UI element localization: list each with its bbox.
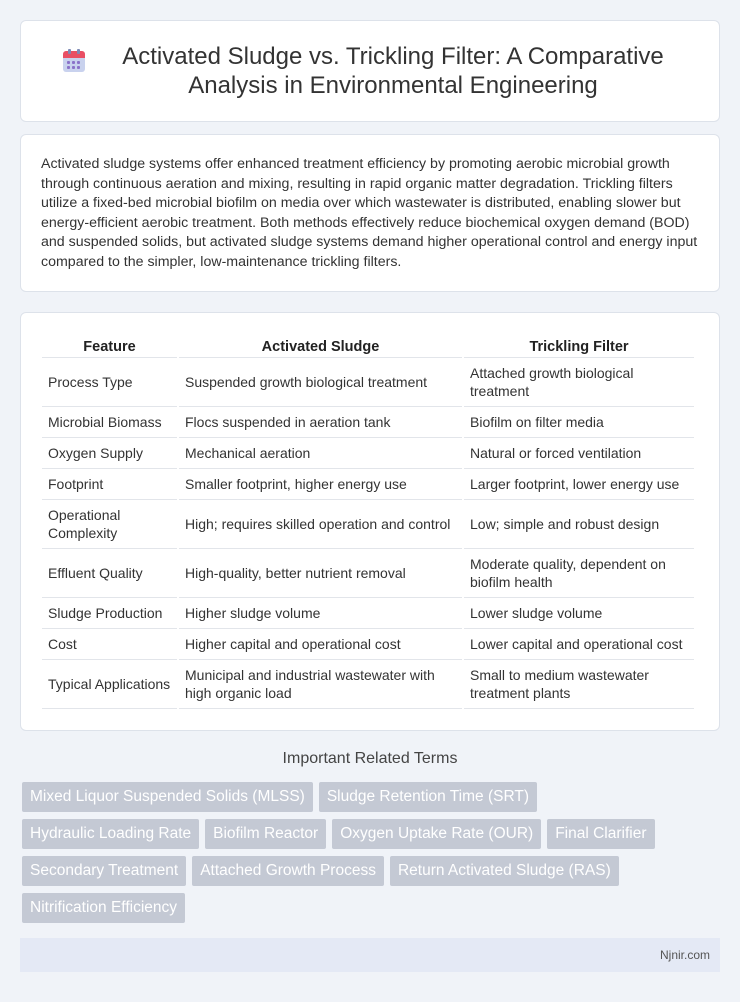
header-activated-sludge: Activated Sludge <box>179 333 462 358</box>
trickling-filter-cell: Biofilm on filter media <box>464 407 694 438</box>
feature-cell: Process Type <box>42 358 177 407</box>
activated-sludge-cell: High; requires skilled operation and control <box>179 500 462 549</box>
trickling-filter-cell: Small to medium wastewater treatment plants <box>464 660 694 709</box>
related-term-tag[interactable]: Nitrification Efficiency <box>22 893 185 923</box>
table-row <box>42 407 694 438</box>
activated-sludge-cell: High-quality, better nutrient removal <box>179 549 462 598</box>
related-terms-title: Important Related Terms <box>282 750 458 767</box>
page-title: Activated Sludge vs. Trickling Filter: A Comparative Analysis in Environmental Engineering <box>122 43 664 99</box>
feature-cell: Oxygen Supply <box>42 438 177 469</box>
comparison-table <box>40 333 696 709</box>
related-terms-list <box>22 782 722 930</box>
activated-sludge-cell: Flocs suspended in aeration tank <box>179 407 462 438</box>
table-row <box>42 549 694 598</box>
trickling-filter-cell: Lower capital and operational cost <box>464 629 694 660</box>
table-row <box>42 598 694 629</box>
table-row <box>42 500 694 549</box>
activated-sludge-cell: Higher capital and operational cost <box>179 629 462 660</box>
trickling-filter-cell: Attached growth biological treatment <box>464 358 694 407</box>
related-term-tag[interactable]: Attached Growth Process <box>192 856 384 886</box>
related-term-tag[interactable]: Final Clarifier <box>547 819 654 849</box>
trickling-filter-cell: Low; simple and robust design <box>464 500 694 549</box>
trickling-filter-cell: Larger footprint, lower energy use <box>464 469 694 500</box>
activated-sludge-cell: Smaller footprint, higher energy use <box>179 469 462 500</box>
footer <box>20 938 720 972</box>
feature-cell: Sludge Production <box>42 598 177 629</box>
table-row <box>42 358 694 407</box>
table-row <box>42 660 694 709</box>
table-row <box>42 629 694 660</box>
activated-sludge-cell: Higher sludge volume <box>179 598 462 629</box>
related-term-tag[interactable]: Mixed Liquor Suspended Solids (MLSS) <box>22 782 313 812</box>
activated-sludge-cell: Suspended growth biological treatment <box>179 358 462 407</box>
related-term-tag[interactable]: Return Activated Sludge (RAS) <box>390 856 619 886</box>
activated-sludge-cell: Municipal and industrial wastewater with high organic load <box>179 660 462 709</box>
calendar-icon <box>60 48 86 74</box>
trickling-filter-cell: Lower sludge volume <box>464 598 694 629</box>
intro-card <box>20 134 720 292</box>
table-header-row <box>42 333 694 358</box>
related-term-tag[interactable]: Secondary Treatment <box>22 856 186 886</box>
header-feature: Feature <box>42 333 177 358</box>
feature-cell: Footprint <box>42 469 177 500</box>
intro-paragraph: Activated sludge systems offer enhanced treatment efficiency by promoting aerobic microbial growth through continuous aeration and mixing, resulting in rapid organic matter degradation. Trickling filters utilize a fixed-bed microbial biofilm on media over which wastewater is distributed, enabling slower but energy-efficient aerobic treatment. Both methods effectively reduce biochemical oxygen demand (BOD) and suspended solids, but activated sludge systems demand higher operational control and energy input compared to the simpler, low-maintenance trickling filters. <box>41 156 698 270</box>
footer-brand[interactable]: Njnir.com <box>659 948 710 962</box>
trickling-filter-cell: Moderate quality, dependent on biofilm health <box>464 549 694 598</box>
feature-cell: Typical Applications <box>42 660 177 709</box>
comparison-card <box>20 312 720 731</box>
title-card <box>20 20 720 122</box>
header-trickling-filter: Trickling Filter <box>464 333 694 358</box>
related-term-tag[interactable]: Hydraulic Loading Rate <box>22 819 199 849</box>
activated-sludge-cell: Mechanical aeration <box>179 438 462 469</box>
feature-cell: Cost <box>42 629 177 660</box>
related-term-tag[interactable]: Biofilm Reactor <box>205 819 326 849</box>
related-term-tag[interactable]: Oxygen Uptake Rate (OUR) <box>332 819 541 849</box>
table-row <box>42 469 694 500</box>
trickling-filter-cell: Natural or forced ventilation <box>464 438 694 469</box>
table-row <box>42 438 694 469</box>
feature-cell: Microbial Biomass <box>42 407 177 438</box>
related-term-tag[interactable]: Sludge Retention Time (SRT) <box>319 782 537 812</box>
feature-cell: Operational Complexity <box>42 500 177 549</box>
feature-cell: Effluent Quality <box>42 549 177 598</box>
